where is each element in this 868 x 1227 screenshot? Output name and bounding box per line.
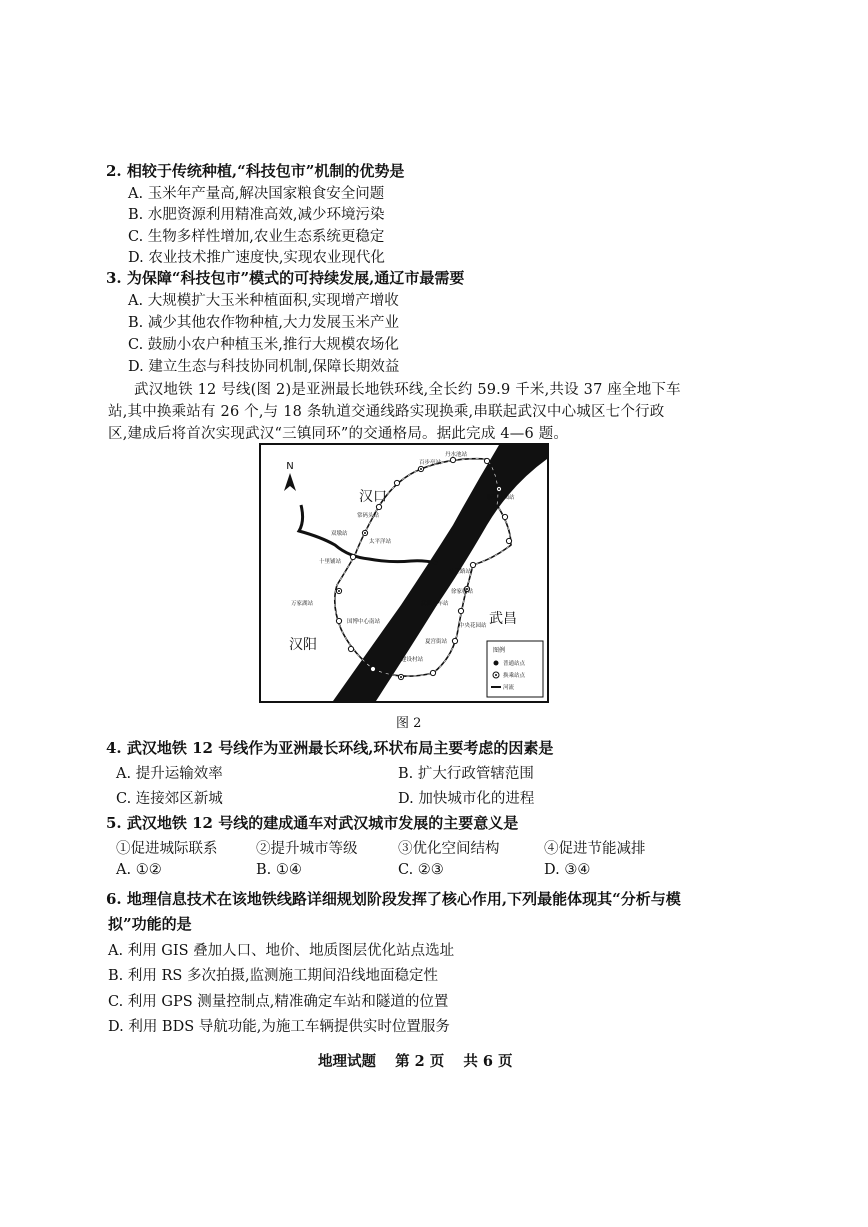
- q5-item-1: ①促进城际联系: [116, 841, 218, 857]
- north-arrow-icon: [284, 473, 296, 491]
- station-marker: [502, 514, 507, 519]
- legend-normal: 普通站点: [503, 661, 526, 667]
- station-label: 徐家棚站: [451, 589, 474, 595]
- station-label: 常码头站: [357, 513, 380, 519]
- q6-option-d: D. 利用 BDS 导航功能,为施工车辆提供实时位置服务: [108, 1019, 450, 1035]
- q2-option-a: A. 玉米年产量高,解决国家粮食安全问题: [128, 186, 385, 202]
- district-wuchang: 武昌: [489, 611, 517, 627]
- district-hankou: 汉口: [359, 489, 387, 505]
- q5-item-2: ②提升城市等级: [256, 841, 358, 857]
- q2-option-d: D. 农业技术推广速度快,实现农业现代化: [128, 250, 385, 266]
- q6-option-c: C. 利用 GPS 测量控制点,精准确定车站和隧道的位置: [108, 994, 449, 1010]
- station-marker: [350, 554, 355, 559]
- page-footer: [318, 1050, 527, 1071]
- q3-option-c: C. 鼓励小农户种植玉米,推行大规模农场化: [128, 337, 399, 353]
- q3-option-b: B. 减少其他农作物种植,大力发展玉米产业: [128, 315, 399, 331]
- station-dot: [400, 676, 402, 678]
- q5-item-4: ④促进节能减排: [544, 841, 646, 857]
- station-dot: [420, 468, 422, 470]
- station-label: 太平洋站: [369, 539, 392, 545]
- station-marker: [394, 480, 399, 485]
- station-label: 国博中心南站: [347, 619, 381, 625]
- legend-river: 河流: [503, 685, 515, 691]
- q3-option-d: D. 建立生态与科技协同机制,保障长期效益: [128, 359, 400, 375]
- q4-option-a: A. 提升运输效率: [116, 766, 223, 782]
- passage-line-2: 站,其中换乘站有 26 个,与 18 条轨道交通线路实现换乘,串联起武汉中心城区七个行政: [108, 404, 665, 420]
- q5-option-b: B. ①④: [256, 862, 302, 878]
- station-marker: [470, 562, 475, 567]
- station-label: 公正路站: [449, 569, 472, 575]
- station-marker: [506, 538, 511, 543]
- station-marker: [452, 638, 457, 643]
- q2-stem: 2. 相较于传统种植,“科技包市”机制的优势是: [106, 162, 405, 180]
- station-label: 百步亭站: [419, 460, 442, 466]
- station-marker: [458, 608, 463, 613]
- legend-title: 图例: [493, 647, 506, 654]
- footer-page: 第 2 页: [395, 1053, 445, 1070]
- station-dot: [364, 532, 366, 534]
- station-marker: [376, 504, 381, 509]
- station-label: 武昌火车站: [421, 601, 449, 607]
- station-dot: [338, 590, 340, 592]
- station-marker: [370, 666, 375, 671]
- q5-option-c: C. ②③: [398, 862, 444, 878]
- q6-stem-line-2: 拟”功能的是: [108, 915, 192, 933]
- footer-subject: 地理试题: [318, 1053, 376, 1070]
- q3-option-a: A. 大规模扩大玉米种植面积,实现增产增收: [128, 293, 399, 309]
- q2-option-c: C. 生物多样性增加,农业生态系统更稳定: [128, 229, 385, 245]
- q5-option-a: A. ①②: [116, 862, 162, 878]
- station-label: 丹水池站: [445, 452, 468, 458]
- passage-line-3: 区,建成后将首次实现武汉“三镇同环”的交通格局。据此完成 4—6 题。: [108, 426, 569, 442]
- passage-line-1: 武汉地铁 12 号线(图 2)是亚洲最长地铁环线,全长约 59.9 千米,共设 37 座全地下车: [134, 382, 681, 398]
- north-label: N: [286, 461, 294, 472]
- station-label: 新荣公园站: [487, 495, 515, 501]
- station-label: 建设村站: [401, 657, 424, 663]
- q6-option-a: A. 利用 GIS 叠加人口、地价、地质图层优化站点选址: [108, 943, 455, 959]
- q6-option-b: B. 利用 RS 多次拍摄,监测施工期间沿线地面稳定性: [108, 968, 439, 984]
- q5-stem: 5. 武汉地铁 12 号线的建成通车对武汉城市发展的主要意义是: [106, 814, 519, 832]
- station-marker: [484, 458, 489, 463]
- station-marker: [430, 670, 435, 675]
- q5-item-3: ③优化空间结构: [398, 841, 500, 857]
- q4-option-b: B. 扩大行政管辖范围: [398, 766, 534, 782]
- q6-stem-line-1: 6. 地理信息技术在该地铁线路详细规划阶段发挥了核心作用,下列最能体现其“分析与模: [106, 890, 681, 908]
- station-label: 双墩站: [331, 531, 348, 537]
- station-marker: [348, 646, 353, 651]
- station-label: 十里铺站: [319, 559, 342, 565]
- station-label: 万家湖站: [291, 601, 314, 607]
- station-marker: [336, 618, 341, 623]
- station-dot: [498, 488, 500, 490]
- figure-caption: 图 2: [396, 716, 422, 731]
- station-label: 中央花园站: [459, 623, 487, 629]
- q2-option-b: B. 水肥资源利用精准高效,减少环境污染: [128, 207, 385, 223]
- map-legend: [487, 641, 543, 697]
- station-marker: [450, 457, 455, 462]
- district-hanyang: 汉阳: [289, 637, 317, 653]
- legend-transfer: 换乘站点: [503, 673, 526, 679]
- q5-option-d: D. ③④: [544, 862, 591, 878]
- wuhan-metro-map: [259, 443, 549, 703]
- station-label: 夏宫街站: [425, 639, 448, 645]
- q4-option-c: C. 连接郊区新城: [116, 791, 223, 807]
- q3-stem: 3. 为保障“科技包市”模式的可持续发展,通辽市最需要: [106, 269, 465, 287]
- footer-total: 共 6 页: [463, 1053, 513, 1070]
- q4-stem: 4. 武汉地铁 12 号线作为亚洲最长环线,环状布局主要考虑的因素是: [106, 739, 554, 757]
- q4-option-d: D. 加快城市化的进程: [398, 791, 535, 807]
